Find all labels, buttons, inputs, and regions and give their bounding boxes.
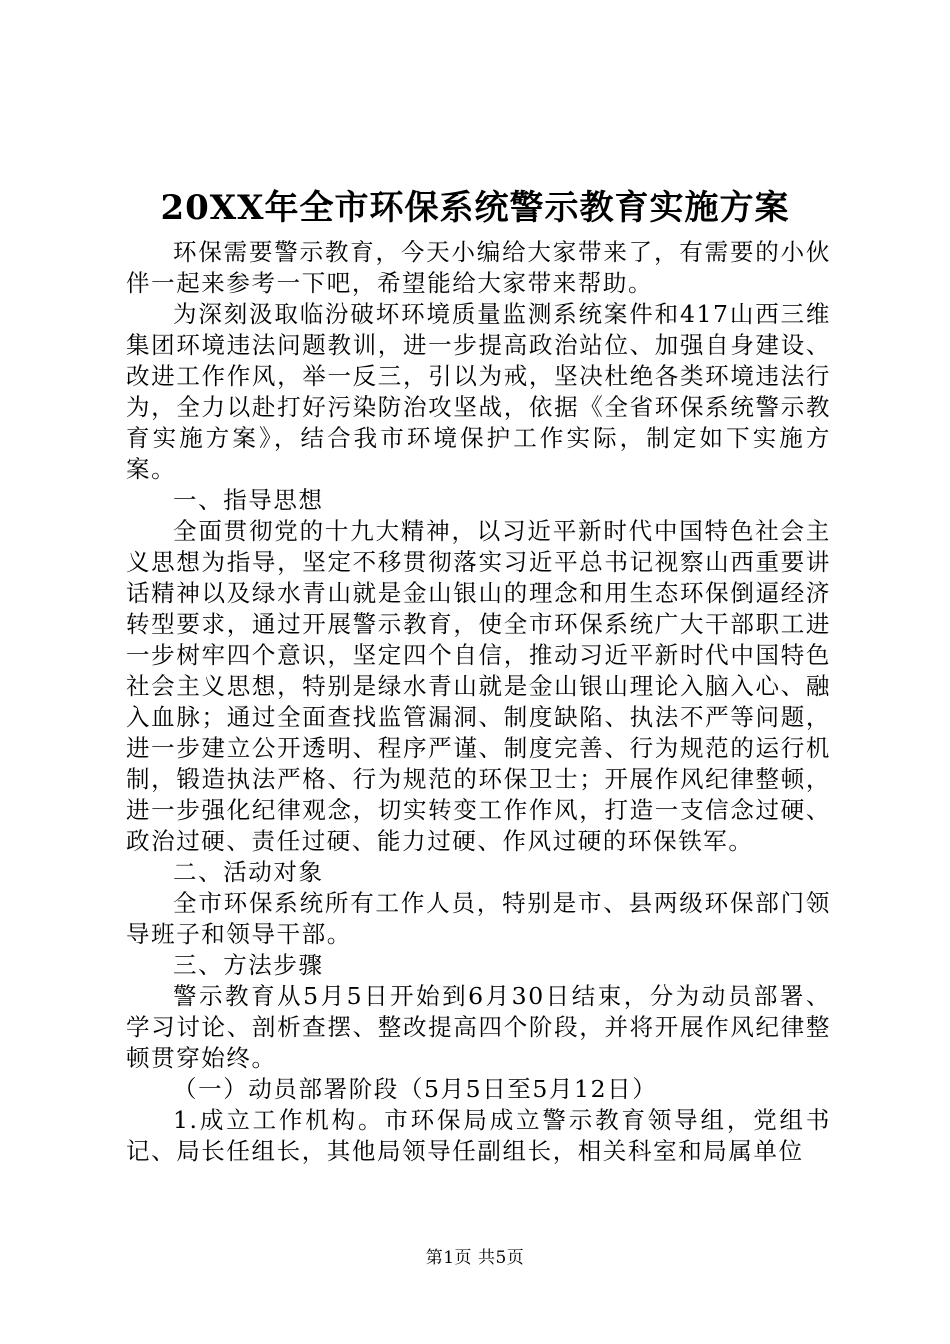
subsection-heading-mobilization: （一）动员部署阶段（5月5日至5月12日） — [173, 1075, 658, 1103]
intro-paragraph: 环保需要警示教育，今天小编给大家带来了，有需要的小伙伴一起来参考一下吧，希望能给大家带来帮助。 — [126, 238, 831, 297]
section-heading-guiding-ideology: 一、指导思想 — [173, 486, 324, 514]
steps-paragraph: 警示教育从5月5日开始到6月30日结束，分为动员部署、学习讨论、剖析查摆、整改提高四个阶段，并将开展作风纪律整顿贯穿始终。 — [126, 982, 831, 1072]
section-heading-target: 二、活动对象 — [173, 858, 324, 886]
guiding-ideology-paragraph: 全面贯彻党的十九大精神，以习近平新时代中国特色社会主义思想为指导，坚定不移贯彻落实习近平总书记视察山西重要讲话精神以及绿水青山就是金山银山的理念和用生态环保倒逼经济转型要求，通过开展警示教育，使全市环保系统广大干部职工进一步树牢四个意识，坚定四个自信，推动习近平新时代中国特色社会主义思想，特别是绿水青山就是金山银山理论入脑入心、融入血脉；通过全面查找监管漏洞、制度缺陷、执法不严等问题，进一步建立公开透明、程序严谨、制度完善、行为规范的运行机制，锻造执法严格、行为规范的环保卫士；开展作风纪律整顿，进一步强化纪律观念，切实转变工作作风，打造一支信念过硬、政治过硬、责任过硬、能力过硬、作风过硬的环保铁军。 — [126, 517, 831, 855]
purpose-paragraph: 为深刻汲取临汾破坏环境质量监测系统案件和417山西三维集团环境违法问题教训，进一步提高政治站位、加强自身建设、改进工作作风，举一反三，引以为戒，坚决杜绝各类环境违法行为，全力以赴打好污染防治攻坚战，依据《全省环保系统警示教育实施方案》，结合我市环境保护工作实际，制定如下实施方案。 — [126, 300, 831, 483]
target-paragraph: 全市环保系统所有工作人员，特别是市、县两级环保部门领导班子和领导干部。 — [126, 889, 831, 948]
section-heading-steps: 三、方法步骤 — [173, 951, 324, 979]
mobilization-paragraph: 1.成立工作机构。市环保局成立警示教育领导组，党组书记、局长任组长，其他局领导任副组长，相关科室和局属单位 — [126, 1106, 831, 1165]
page-number-footer: 第1页 共5页 — [425, 1248, 525, 1268]
document-body — [126, 237, 831, 1167]
document-title: 20XX年全市环保系统警示教育实施方案 — [160, 188, 790, 228]
